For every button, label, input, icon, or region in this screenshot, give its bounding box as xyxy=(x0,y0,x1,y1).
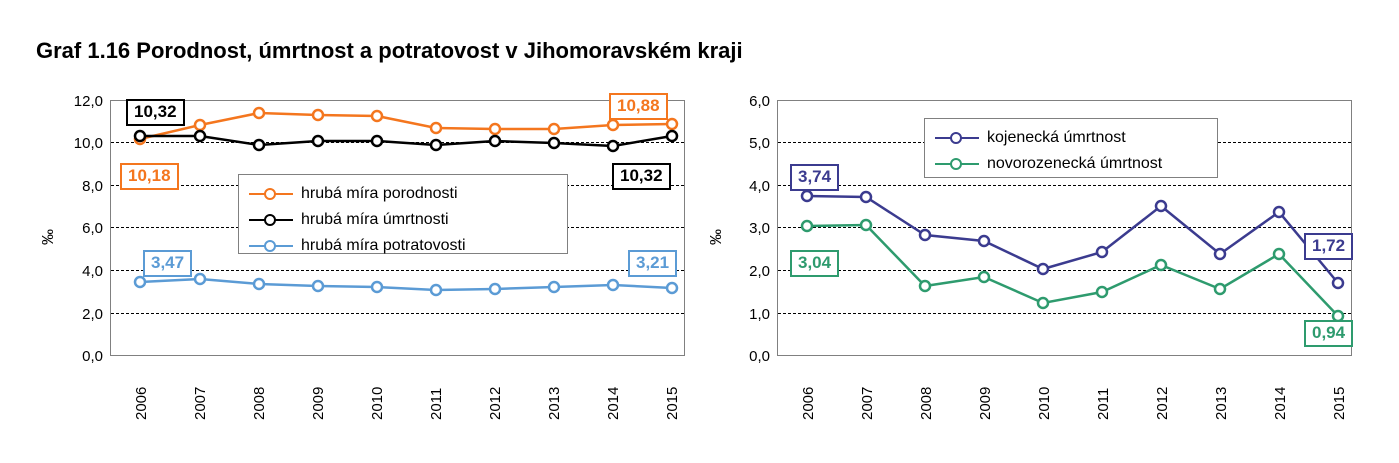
legend-swatch-icon xyxy=(249,240,293,252)
ytick-right-1: 1,0 xyxy=(749,306,770,323)
callout-kojenecka-start: 3,74 xyxy=(790,164,839,191)
legend-swatch-icon xyxy=(249,188,293,200)
callout-novorozenecka-start: 3,04 xyxy=(790,250,839,277)
legend-label: hrubá míra potratovosti xyxy=(301,237,466,254)
xtick-left: 2011 xyxy=(428,387,445,420)
ytick-left-1: 2,0 xyxy=(82,306,103,323)
xtick-right: 2011 xyxy=(1095,387,1112,420)
line-porodnost xyxy=(140,113,672,139)
ytick-left-0: 0,0 xyxy=(82,348,103,365)
ytick-left-6: 12,0 xyxy=(73,93,103,110)
legend-item-kojenecka xyxy=(935,125,1207,151)
xtick-left: 2013 xyxy=(546,386,563,420)
legend-swatch-icon xyxy=(249,214,293,226)
legend-label: kojenecká úmrtnost xyxy=(987,129,1126,146)
xtick-right: 2008 xyxy=(918,386,935,420)
legend-label: hrubá míra úmrtnosti xyxy=(301,211,449,228)
xtick-left: 2006 xyxy=(133,386,150,420)
y-axis-label-right: ‰ xyxy=(708,229,725,245)
ytick-left-5: 10,0 xyxy=(73,135,103,152)
xtick-left: 2014 xyxy=(605,386,622,420)
legend-swatch-icon xyxy=(935,132,979,144)
xtick-left: 2010 xyxy=(369,386,386,420)
line-potratovost xyxy=(140,279,672,290)
ytick-right-0: 0,0 xyxy=(749,348,770,365)
legend-item-porodnosti xyxy=(249,181,557,207)
callout-porodnost-end: 10,88 xyxy=(609,93,668,120)
legend-item-potratovosti xyxy=(249,233,557,259)
xtick-right: 2012 xyxy=(1154,386,1171,420)
line-umrtnost xyxy=(140,136,672,146)
ytick-left-2: 4,0 xyxy=(82,263,103,280)
legend-left xyxy=(238,174,568,254)
legend-item-umrtnosti xyxy=(249,207,557,233)
legend-right xyxy=(924,118,1218,178)
xtick-right: 2013 xyxy=(1213,386,1230,420)
legend-swatch-icon xyxy=(935,158,979,170)
legend-item-novorozenecka xyxy=(935,151,1207,177)
callout-novorozenecka-end: 0,94 xyxy=(1304,320,1353,347)
y-axis-label-left: ‰ xyxy=(40,229,57,245)
callout-umrtnost-end: 10,32 xyxy=(612,163,671,190)
xtick-left: 2009 xyxy=(310,386,327,420)
page-title: Graf 1.16 Porodnost, úmrtnost a potratovost v Jihomoravském kraji xyxy=(36,38,743,63)
xtick-left: 2007 xyxy=(192,386,209,420)
xtick-right: 2007 xyxy=(859,386,876,420)
xtick-right: 2006 xyxy=(800,386,817,420)
markers-kojenecka xyxy=(802,191,1343,288)
xtick-right: 2010 xyxy=(1036,386,1053,420)
markers-umrtnost xyxy=(135,131,677,151)
xtick-right: 2014 xyxy=(1272,386,1289,420)
xtick-left: 2015 xyxy=(664,386,681,420)
markers-novorozenecka xyxy=(802,220,1343,321)
callout-porodnost-start: 10,18 xyxy=(120,163,179,190)
callout-potratovost-end: 3,21 xyxy=(628,250,677,277)
ytick-right-3: 3,0 xyxy=(749,220,770,237)
xtick-right: 2009 xyxy=(977,386,994,420)
xtick-left: 2012 xyxy=(487,386,504,420)
callout-umrtnost-start: 10,32 xyxy=(126,99,185,126)
xtick-left: 2008 xyxy=(251,386,268,420)
chart-right xyxy=(700,0,1399,463)
callout-kojenecka-end: 1,72 xyxy=(1304,233,1353,260)
ytick-right-5: 5,0 xyxy=(749,135,770,152)
ytick-left-3: 6,0 xyxy=(82,220,103,237)
ytick-right-4: 4,0 xyxy=(749,178,770,195)
line-kojenecka xyxy=(807,196,1338,283)
callout-potratovost-start: 3,47 xyxy=(143,250,192,277)
xtick-right: 2015 xyxy=(1331,386,1348,420)
ytick-right-6: 6,0 xyxy=(749,93,770,110)
ytick-left-4: 8,0 xyxy=(82,178,103,195)
legend-label: novorozenecká úmrtnost xyxy=(987,155,1163,172)
legend-label: hrubá míra porodnosti xyxy=(301,185,458,202)
ytick-right-2: 2,0 xyxy=(749,263,770,280)
line-novorozenecka xyxy=(807,225,1338,316)
